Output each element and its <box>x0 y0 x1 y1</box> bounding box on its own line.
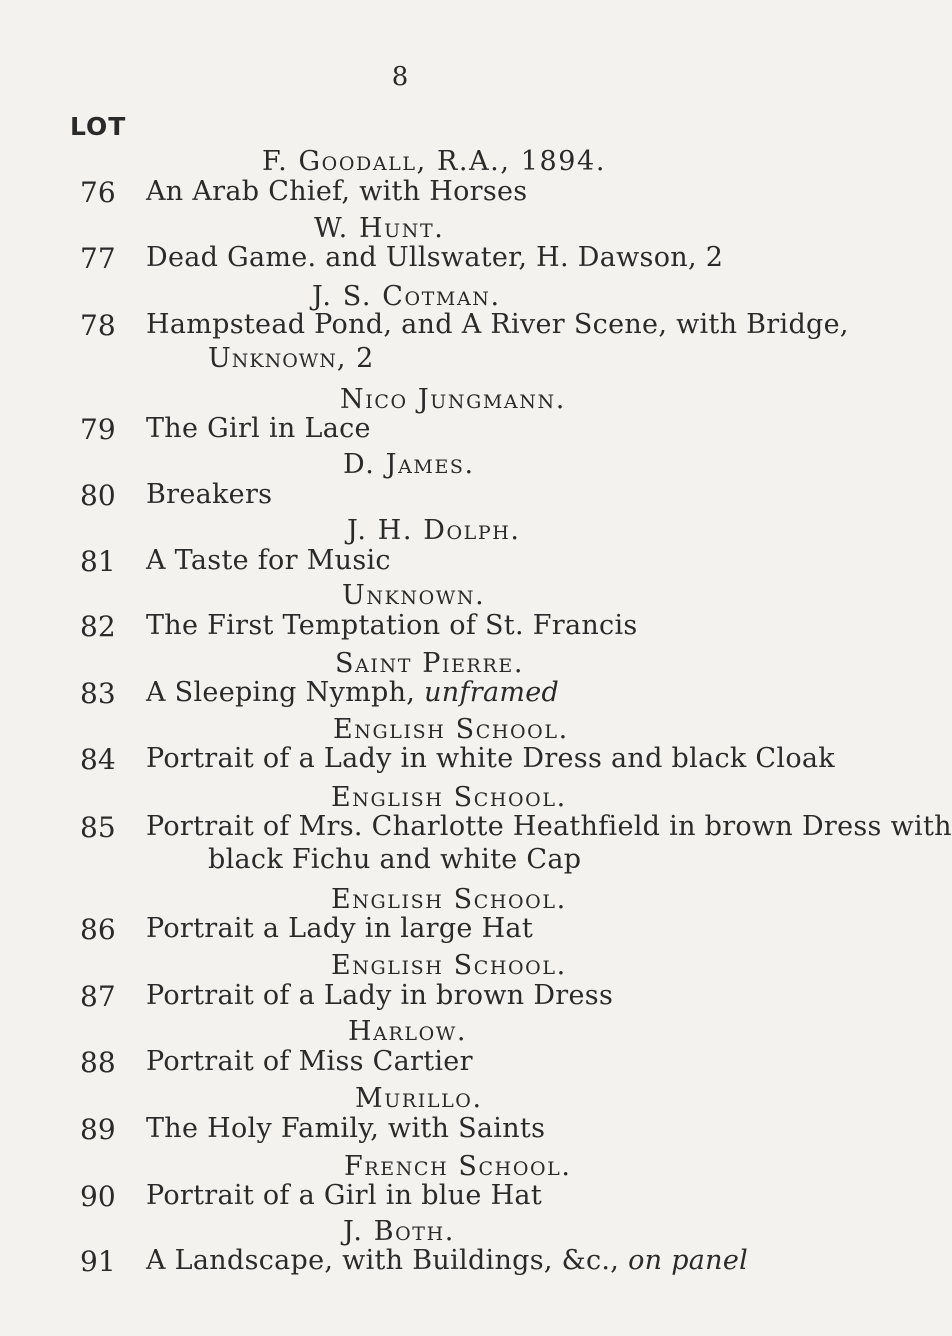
lot-title-text: A Landscape, with Buildings, &c., <box>146 1245 620 1276</box>
lot-number: 88 <box>80 1046 116 1079</box>
lot-title-note: on panel <box>628 1245 749 1276</box>
lot-artist: J. Both. <box>343 1216 455 1247</box>
lot-number: 81 <box>80 545 116 578</box>
lot-number: 76 <box>80 176 116 209</box>
lot-title: The Girl in Lace <box>146 413 371 444</box>
lot-number: 87 <box>80 980 116 1013</box>
lot-artist: F. Goodall, R.A., 1894. <box>262 146 607 177</box>
lot-title-continuation: black Fichu and white Cap <box>208 844 582 875</box>
lot-number: 78 <box>80 309 116 342</box>
lot-title: Hampstead Pond, and A River Scene, with Bridge, <box>146 309 849 340</box>
lot-title <box>146 677 559 708</box>
lot-title: The First Temptation of St. Francis <box>146 610 638 641</box>
lot-artist: Saint Pierre. <box>335 648 525 679</box>
lot-title-continuation: Unknown, 2 <box>208 343 375 374</box>
lot-artist: D. James. <box>343 449 475 480</box>
lot-artist: English School. <box>333 714 569 745</box>
lot-number: 83 <box>80 677 116 710</box>
lot-number: 77 <box>80 242 116 275</box>
lot-title: Portrait of Mrs. Charlotte Heathfield in brown Dress with <box>146 811 952 842</box>
lot-title: The Holy Family, with Saints <box>146 1113 546 1144</box>
lot-title: Portrait a Lady in large Hat <box>146 913 533 944</box>
lot-number: 90 <box>80 1180 116 1213</box>
lot-number: 82 <box>80 610 116 643</box>
lot-number: 80 <box>80 479 116 512</box>
lot-number: 91 <box>80 1245 116 1278</box>
lot-artist: J. S. Cotman. <box>312 281 501 312</box>
lot-artist: W. Hunt. <box>314 213 445 244</box>
lot-artist: Unknown. <box>342 580 486 611</box>
lot-number: 89 <box>80 1113 116 1146</box>
lot-number: 86 <box>80 913 116 946</box>
lot-number: 84 <box>80 743 116 776</box>
lot-artist: Harlow. <box>348 1016 468 1047</box>
lot-title: An Arab Chief, with Horses <box>146 176 528 207</box>
lot-title: Portrait of a Lady in brown Dress <box>146 980 614 1011</box>
lot-title <box>146 1245 748 1276</box>
lot-title: A Taste for Music <box>146 545 391 576</box>
lot-title-note: unframed <box>424 677 560 708</box>
lot-artist: Murillo. <box>355 1083 483 1114</box>
lot-title: Portrait of a Girl in blue Hat <box>146 1180 542 1211</box>
page-number: 8 <box>391 62 409 92</box>
lot-title: Breakers <box>146 479 273 510</box>
lot-title: Dead Game. and Ullswater, H. Dawson, 2 <box>146 242 724 273</box>
lot-number: 79 <box>80 413 116 446</box>
lot-artist: J. H. Dolph. <box>347 515 521 546</box>
lot-artist: English School. <box>331 782 567 813</box>
lot-column-heading: LOT <box>70 112 127 141</box>
lot-title-text: A Sleeping Nymph, <box>146 677 416 708</box>
lot-artist: English School. <box>331 950 567 981</box>
lot-artist: English School. <box>331 884 567 915</box>
lot-title: Portrait of Miss Cartier <box>146 1046 473 1077</box>
lot-artist: French School. <box>344 1151 572 1182</box>
lot-title: Portrait of a Lady in white Dress and black Cloak <box>146 743 835 774</box>
lot-artist: Nico Jungmann. <box>340 384 566 415</box>
lot-number: 85 <box>80 811 116 844</box>
